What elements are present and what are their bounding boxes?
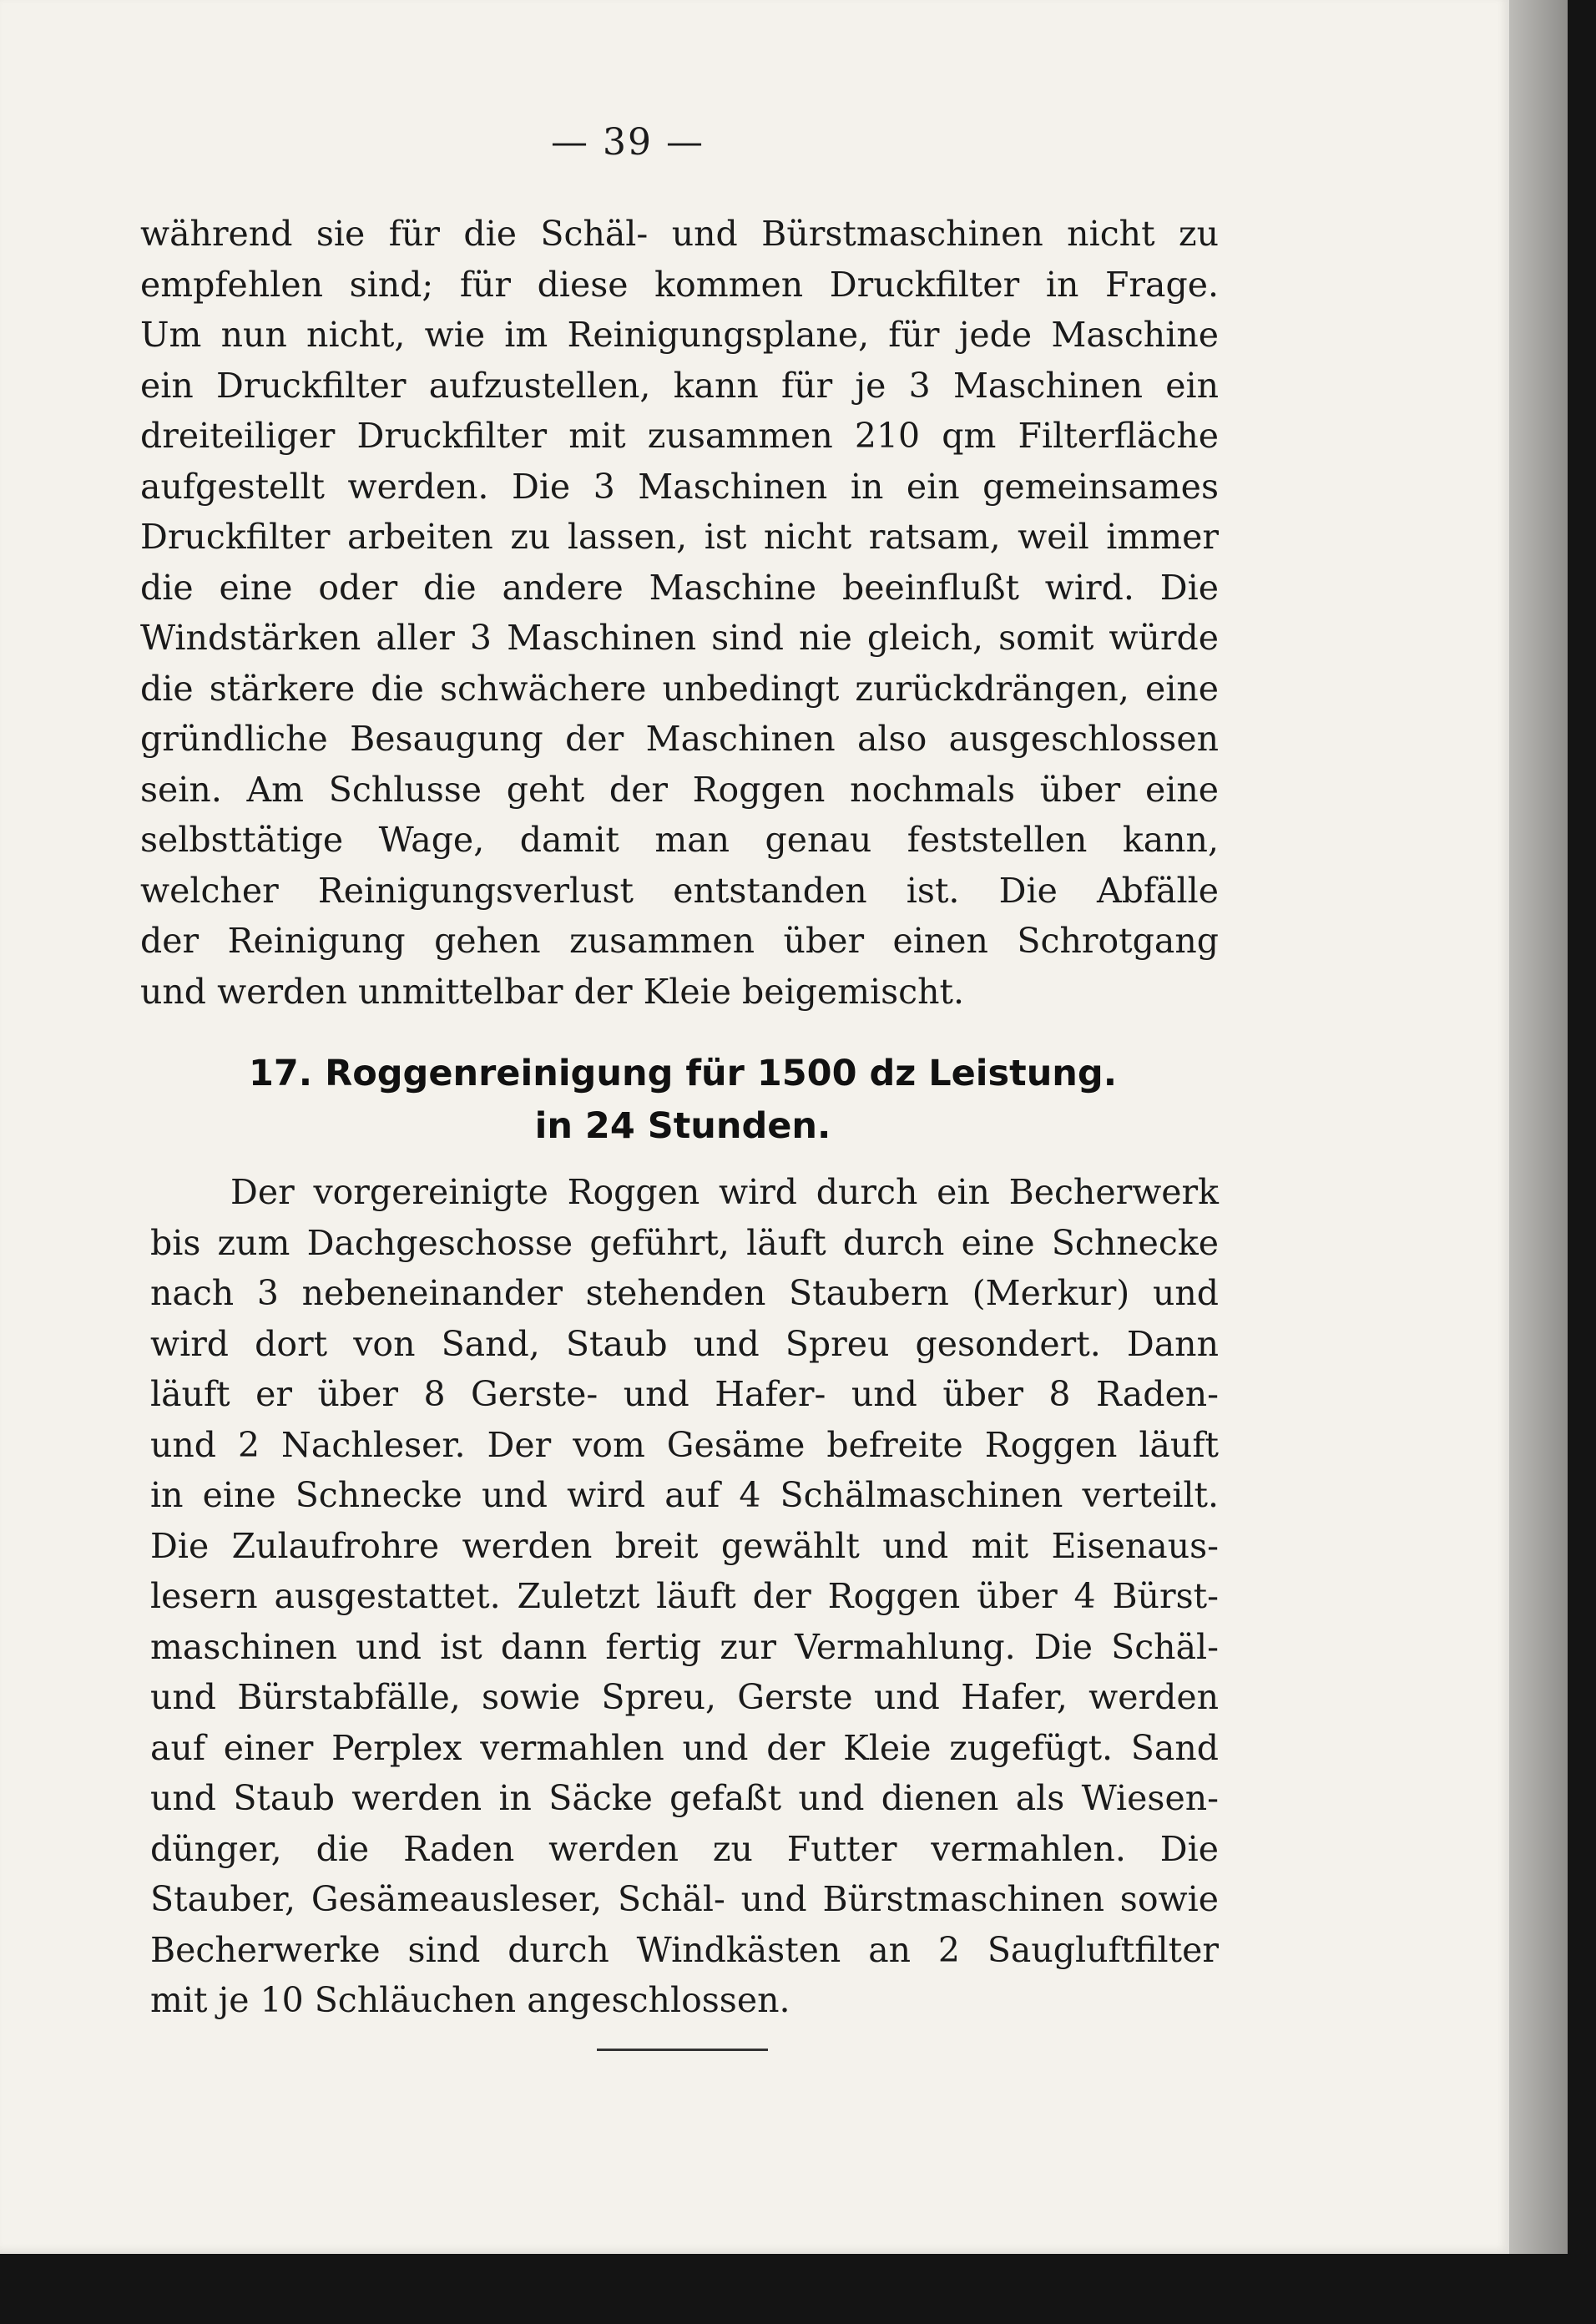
text-line: mit je 10 Schläuchen angeschlossen.: [150, 1980, 790, 2020]
text-line: gründliche Besaugung der Maschinen also ausgeschlossen: [140, 719, 1219, 759]
text-line: dreiteiliger Druckfilter mit zusammen 210 qm Filterfläche: [140, 416, 1219, 456]
text-line: Stauber, Gesämeausleser, Schäl- und Bürstmaschinen sowie: [150, 1879, 1219, 1919]
section-heading-continuation: in 24 Stunden.: [534, 1105, 831, 1147]
text-line: die stärkere die schwächere unbedingt zurückdrängen, eine: [140, 668, 1219, 709]
text-line: lesern ausgestattet. Zuletzt läuft der Roggen über 4 Bürst-: [150, 1576, 1219, 1616]
text-line: welcher Reinigungsverlust entstanden ist. Die Abfälle: [140, 870, 1219, 911]
text-line: empfehlen sind; für diese kommen Druckfilter in Frage.: [140, 264, 1219, 305]
paragraph-section-17: [150, 1167, 1219, 2026]
text-line: Windstärken aller 3 Maschinen sind nie gleich, somit würde: [140, 618, 1219, 658]
text-line: in eine Schnecke und wird auf 4 Schälmaschinen verteilt.: [150, 1475, 1219, 1515]
paragraph-continued: [140, 209, 1219, 1017]
text-line: Um nun nicht, wie im Reinigungsplane, für jede Maschine: [140, 315, 1219, 355]
text-line: aufgestellt werden. Die 3 Maschinen in ein gemeinsames: [140, 466, 1219, 507]
page-number: — 39 —: [551, 121, 705, 164]
text-line: während sie für die Schäl- und Bürstmaschinen nicht zu: [140, 214, 1219, 254]
text-line: nach 3 nebeneinander stehenden Staubern (Merkur) und: [150, 1273, 1219, 1313]
text-line: Becherwerke sind durch Windkästen an 2 Saugluftfilter: [150, 1929, 1219, 1970]
section-heading: 17. Roggenreinigung für 1500 dz Leistung.: [248, 1053, 1118, 1094]
text-line: selbsttätige Wage, damit man genau feststellen kann,: [140, 820, 1219, 860]
text-line: maschinen und ist dann fertig zur Vermahlung. Die Schäl-: [150, 1626, 1219, 1667]
text-line: die eine oder die andere Maschine beeinflußt wird. Die: [140, 567, 1219, 608]
text-line: auf einer Perplex vermahlen und der Kleie zugefügt. Sand: [150, 1727, 1219, 1768]
text-line: dünger, die Raden werden zu Futter vermahlen. Die: [150, 1828, 1219, 1869]
text-line: ein Druckfilter aufzustellen, kann für je 3 Maschinen ein: [140, 365, 1219, 406]
text-line: und Bürstabfälle, sowie Spreu, Gerste und Hafer, werden: [150, 1677, 1219, 1717]
text-line: wird dort von Sand, Staub und Spreu gesondert. Dann: [150, 1323, 1219, 1364]
end-rule-divider: [597, 2049, 768, 2051]
text-line: Der vorgereinigte Roggen wird durch ein Becherwerk: [230, 1172, 1219, 1212]
text-line: läuft er über 8 Gerste- und Hafer- und über 8 Raden-: [150, 1374, 1219, 1414]
text-line: der Reinigung gehen zusammen über einen Schrotgang: [140, 921, 1219, 961]
text-line: und werden unmittelbar der Kleie beigemischt.: [140, 971, 965, 1012]
text-line: Druckfilter arbeiten zu lassen, ist nicht ratsam, weil immer: [140, 517, 1219, 557]
text-line: Die Zulaufrohre werden breit gewählt und mit Eisenaus-: [150, 1525, 1219, 1566]
text-line: sein. Am Schlusse geht der Roggen nochmals über eine: [140, 769, 1219, 810]
text-line: bis zum Dachgeschosse geführt, läuft durch eine Schnecke: [150, 1222, 1219, 1263]
text-line: und 2 Nachleser. Der vom Gesäme befreite Roggen läuft: [150, 1424, 1219, 1465]
page-edge-shadow: [1509, 0, 1568, 2254]
text-line: und Staub werden in Säcke gefaßt und dienen als Wiesen-: [150, 1778, 1219, 1818]
